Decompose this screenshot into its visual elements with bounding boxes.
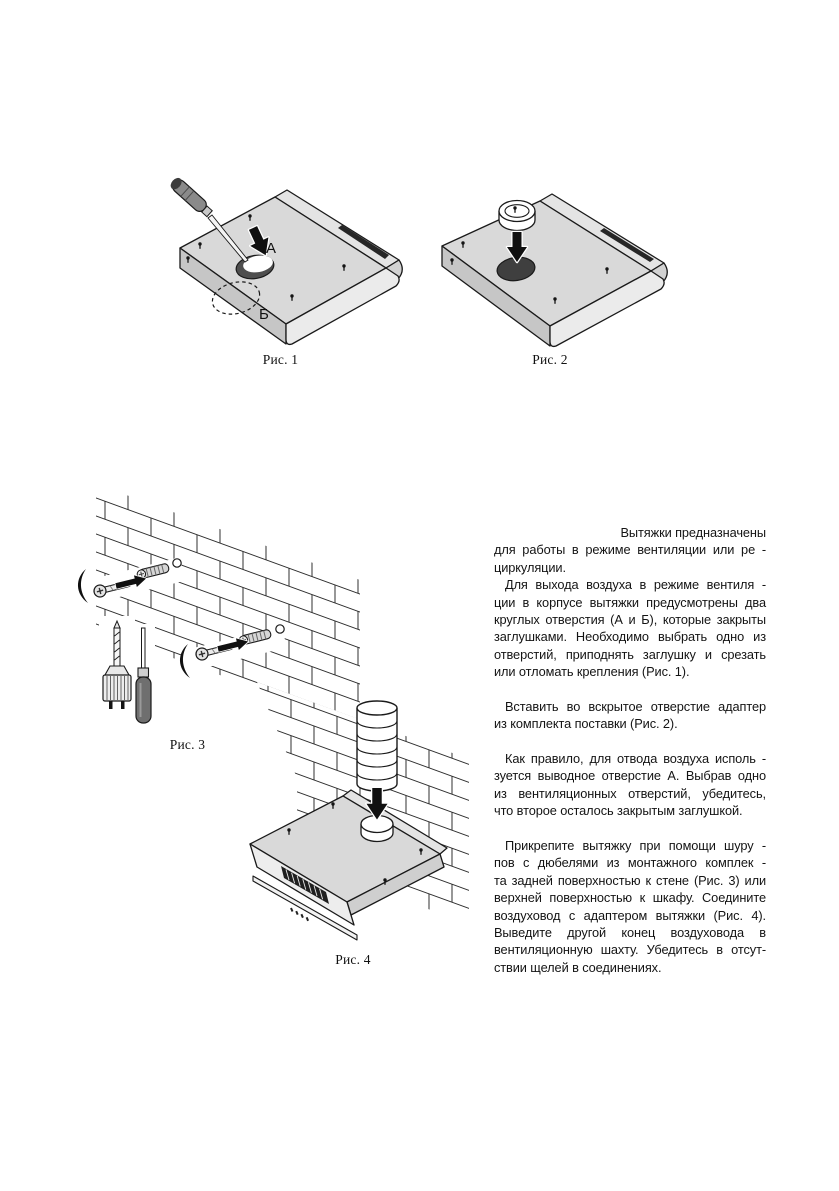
figure-4-drawing	[233, 678, 473, 948]
text-line: из комплекта поставки (Рис. 2).	[494, 716, 678, 732]
figure-2	[428, 184, 668, 349]
figure-4	[233, 678, 473, 948]
adapter-ring	[499, 201, 535, 231]
figure-2-drawing	[428, 184, 668, 349]
text-line: круглых отверстия (А и Б), которые закрыты	[494, 611, 766, 627]
figure-2-caption: Рис. 2	[532, 352, 568, 367]
paragraph-gap	[494, 820, 766, 837]
text-line: циркуляции.	[494, 559, 566, 575]
text-line: Для выхода воздуха в режиме вентиля -	[505, 577, 766, 593]
air-duct	[357, 701, 397, 791]
text-line: та задней поверхностью к стене (Рис. 3) или	[494, 872, 766, 888]
text-line: зуется выводное отверстие А. Выбрав одно	[494, 768, 766, 784]
text-line: вентиляционную шахту. Убедитесь в отсут-	[494, 942, 766, 958]
text-line: для работы в режиме вентиляции или ре -	[494, 542, 766, 558]
text-line: Выведите другой конец воздуховода в	[494, 924, 766, 940]
text-line: из вентиляционных отверстий, убедитесь,	[494, 785, 766, 801]
figure-1	[158, 176, 403, 351]
instruction-text	[494, 524, 766, 976]
text-line: Прикрепите вытяжку при помощи шуру -	[505, 838, 766, 854]
text-line: Вытяжки предназначены	[620, 525, 766, 540]
hole-a-label: А	[266, 240, 277, 257]
text-line: верхней поверхностью к шкафу. Соедините	[494, 890, 766, 906]
text-line: заглушками. Необходимо выбрать одно из	[494, 629, 766, 645]
text-line: пов с дюбелями из монтажного комплек -	[494, 855, 766, 871]
figure-4-caption: Рис. 4	[335, 952, 371, 967]
wall-hole	[173, 559, 181, 567]
text-line: ствии щелей в соединениях.	[494, 959, 662, 975]
paragraph-gap	[494, 733, 766, 750]
text-line: или отломать крепления (Рис. 1).	[494, 664, 690, 680]
figure-3-caption: Рис. 3	[169, 737, 206, 752]
paragraph-gap	[494, 681, 766, 698]
text-line: воздуховод с адаптером вытяжки (Рис. 4).	[494, 907, 766, 923]
range-hood-body	[442, 194, 667, 346]
text-line: ции в корпусе вытяжки предусмотрены два	[494, 594, 766, 610]
text-line: Вставить во вскрытое отверстие адаптер	[505, 698, 766, 714]
text-line: Как правило, для отвода воздуха исполь -	[505, 751, 766, 767]
hole-b-label: Б	[259, 306, 269, 323]
wall-hole	[276, 625, 284, 633]
text-line: что второе осталось закрытым заглушкой.	[494, 803, 743, 819]
figure-1-drawing	[158, 176, 403, 351]
figure-1-caption: Рис. 1	[262, 352, 299, 367]
text-line: отверстий, приподнять заглушку и срезать	[494, 646, 766, 662]
range-hood-body	[180, 190, 402, 344]
